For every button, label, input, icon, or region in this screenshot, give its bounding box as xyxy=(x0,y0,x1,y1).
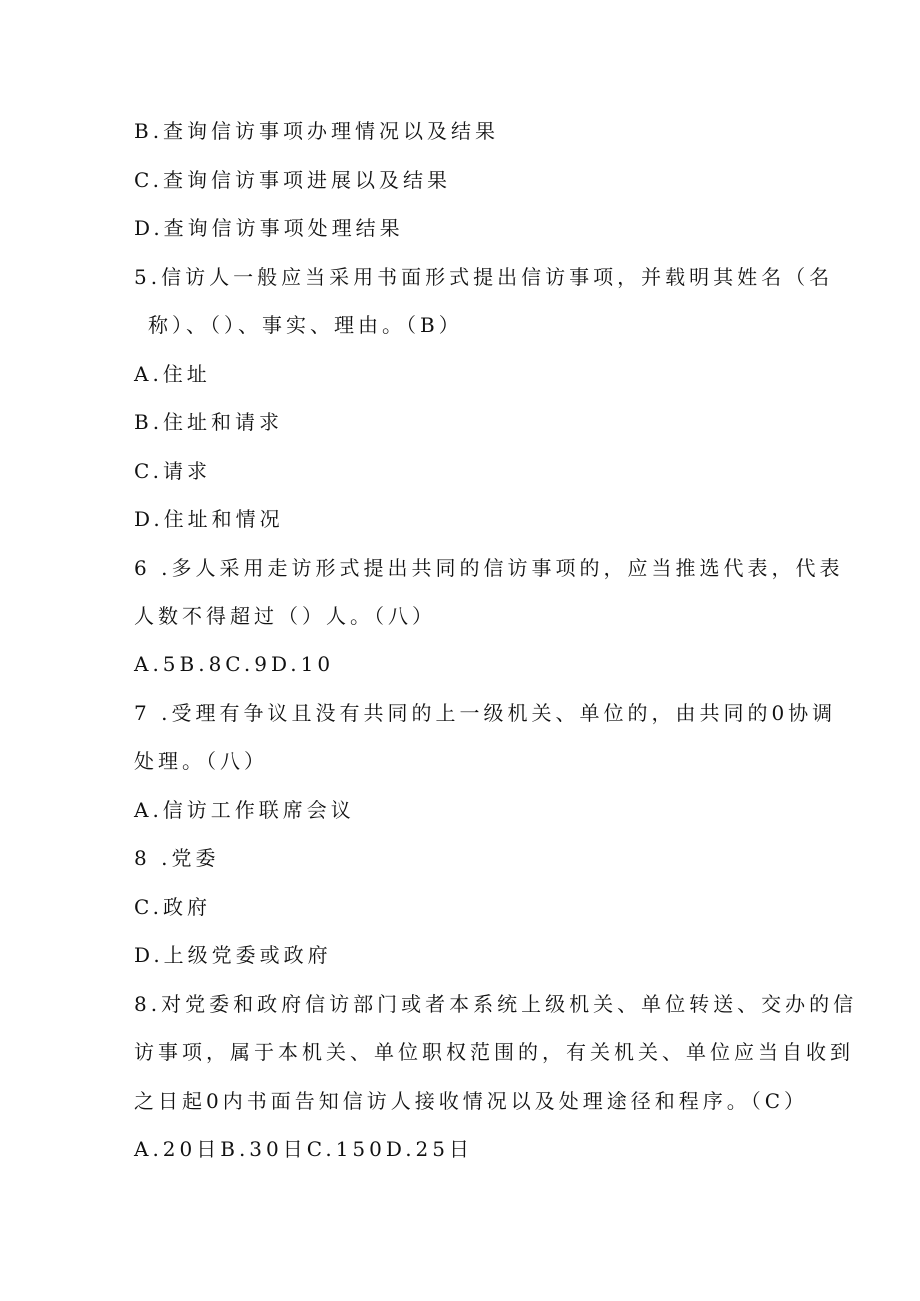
question-8-line-3: 之日起0内书面告知信访人接收情况以及处理途径和程序。（C） xyxy=(134,1089,809,1113)
question-5-line-1: 5.信访人一般应当采用书面形式提出信访事项，并载明其姓名（名 xyxy=(134,265,834,289)
option-a-q7: A.信访工作联席会议 xyxy=(134,798,355,822)
option-c-q7: C.政府 xyxy=(134,895,211,919)
question-8-line-2: 访事项，属于本机关、单位职权范围的，有关机关、单位应当自收到 xyxy=(134,1040,854,1064)
option-a-q5: A.住址 xyxy=(134,362,211,386)
options-q6: A.5B.8C.9D.10 xyxy=(134,652,335,676)
question-6-line-1: 6 .多人采用走访形式提出共同的信访事项的，应当推选代表，代表 xyxy=(134,556,844,580)
question-7-line-2: 处理。（八） xyxy=(134,749,268,773)
option-c-q5: C.请求 xyxy=(134,459,211,483)
option-d-q4: D.查询信访事项处理结果 xyxy=(134,216,404,240)
option-b-q4: B.查询信访事项办理情况以及结果 xyxy=(134,119,500,143)
option-b-q7: 8 .党委 xyxy=(134,846,220,870)
question-5-line-2: 称）、（）、事实、理由。（B） xyxy=(148,313,463,337)
question-6-line-2: 人数不得超过（）人。（八） xyxy=(134,604,436,628)
question-7-line-1: 7 .受理有争议且没有共同的上一级机关、单位的，由共同的0协调 xyxy=(134,701,837,725)
option-d-q5: D.住址和情况 xyxy=(134,507,284,531)
question-8-line-1: 8.对党委和政府信访部门或者本系统上级机关、单位转送、交办的信 xyxy=(134,992,858,1016)
option-b-q5: B.住址和请求 xyxy=(134,410,284,434)
option-d-q7: D.上级党委或政府 xyxy=(134,943,332,967)
options-q8: A.20日B.30日C.150D.25日 xyxy=(134,1137,474,1161)
option-c-q4: C.查询信访事项进展以及结果 xyxy=(134,168,451,192)
